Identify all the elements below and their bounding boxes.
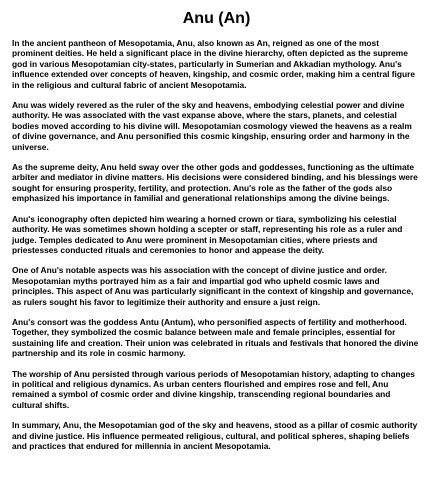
paragraph-iconography: Anu's iconography often depicted him wearing a horned crown or tiara, symbolizing his celestial authority. He was sometimes shown holding a scepter or staff, representing his role as a ruler and judge. Temples dedicated to Anu were prominent in Mesopotamian cities, where priests and priestesses conducted rituals and ceremonies to honor and appease the deity. bbox=[12, 213, 403, 255]
paragraph-supreme-deity: As the supreme deity, Anu held sway over the other gods and goddesses, functioning as the ultimate arbiter and mediator in divine matters. His decisions were considered binding, and his blessings were sought for ensuring prosperity, fertility, and protection. Anu's role as the father of the gods also emphasized his importance in familial and generational relationships among the divine beings. bbox=[12, 162, 418, 204]
paragraph-summary: In summary, Anu, the Mesopotamian god of the sky and heavens, stood as a pillar of cosmic authority and divine justice. His influence permeated religious, cultural, and political spheres, shaping beliefs and practices that endured for millennia in ancient Mesopotamia. bbox=[12, 420, 418, 451]
paragraph-divine-justice: One of Anu's notable aspects was his association with the concept of divine justice and order. Mesopotamian myths portrayed him as a fair and impartial god who upheld cosmic laws and principles. This aspect of Anu was particularly significant in the context of kingship and governance, as rulers sought his favor to legitimize their authority and ensure a just reign. bbox=[12, 265, 414, 307]
paragraph-intro: In the ancient pantheon of Mesopotamia, Anu, also known as An, reigned as one of the most prominent deities. He held a significant place in the divine hierarchy, often depicted as the supreme god in various Mesopotamian city-states, particularly in Sumerian and Akkadian mythology. Anu's influence extended over concepts of heaven, kingship, and cosmic order, making him a central figure in the religious and cultural fabric of ancient Mesopotamia. bbox=[12, 38, 416, 90]
page-title: Anu (An) bbox=[182, 10, 251, 27]
paragraph-consort: Anu's consort was the goddess Antu (Antum), who personified aspects of fertility and motherhood. Together, they symbolized the cosmic balance between male and female principles, essential for sustaining life and creation. Their union was celebrated in rituals and festivals that honored the divine partnership and its role in cosmic harmony. bbox=[12, 316, 419, 359]
paragraph-sky-ruler: Anu was widely revered as the ruler of the sky and heavens, embodying celestial power and divine authority. He was associated with the vast expanse above, where the stars, planets, and celestial bodies moved according to his divine will. Mesopotamian cosmology viewed the heavens as a realm of divine governance, and Anu personified this cosmic kingship, ensuring order and harmony in the universe. bbox=[12, 100, 412, 152]
paragraph-worship: The worship of Anu persisted through various periods of Mesopotamian history, adapting to changes in political and religious dynamics. As urban centers flourished and empires rose and fell, Anu remained a symbol of cosmic order and divine kingship, transcending regional boundaries and cultural shifts. bbox=[12, 368, 415, 410]
